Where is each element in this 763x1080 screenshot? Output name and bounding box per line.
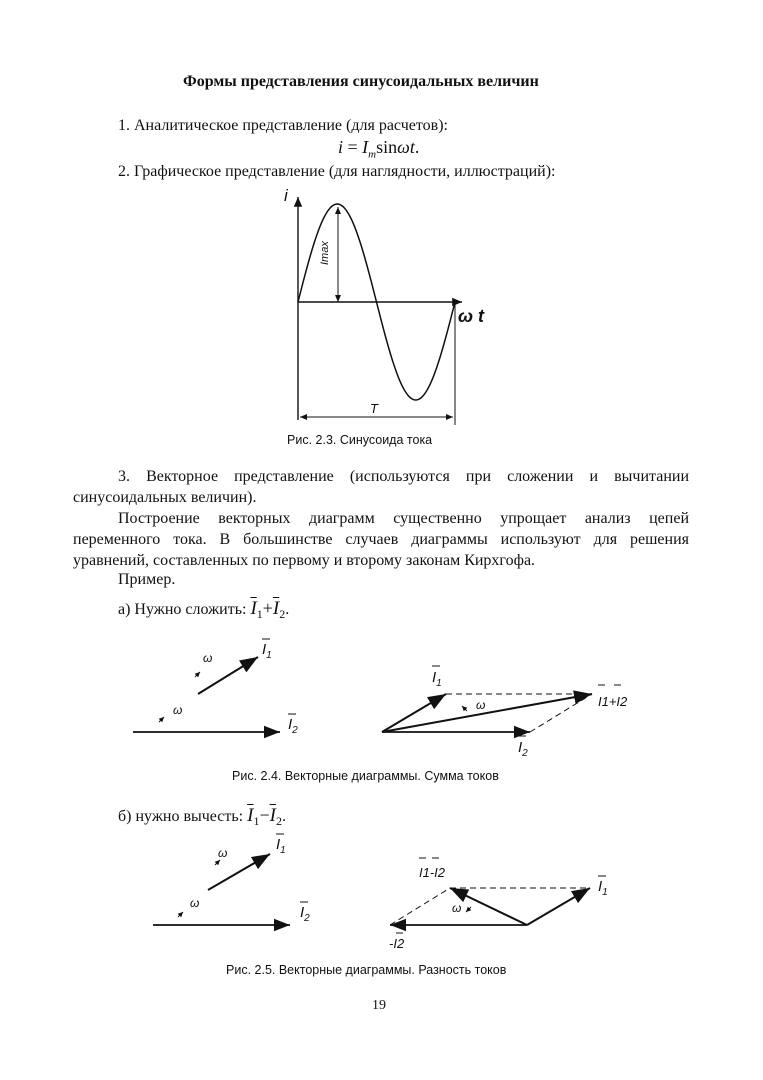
I2-label: $I_2$ xyxy=(288,716,298,736)
sum-label: I1+I2 xyxy=(598,694,628,709)
diff-I2: $\overline{I}$ xyxy=(269,805,276,826)
I1-label-right: $I_1$ xyxy=(598,878,608,898)
I1-label: $I_1$ xyxy=(276,836,286,856)
rotation-arrow-diff xyxy=(466,907,471,912)
item-vector: 3. Векторное представление (используются при сложении и вычитании синусоидальных величин). xyxy=(73,468,689,506)
diff-op: − xyxy=(259,805,270,825)
sum-end: . xyxy=(285,601,290,618)
diff-task xyxy=(118,805,286,829)
page-number: 19 xyxy=(372,998,386,1013)
omega-label-I1: ω xyxy=(203,651,213,665)
sum-task-label: а) Нужно сложить: xyxy=(118,601,251,618)
vector-sum-figure xyxy=(120,630,640,770)
vector-diff-figure xyxy=(140,835,640,965)
caption-fig-2-3: Рис. 2.3. Синусоида тока xyxy=(287,433,433,447)
omega-label-I2: ω xyxy=(190,896,200,910)
sum-task xyxy=(118,598,289,622)
rotation-arrow-I1 xyxy=(195,672,200,677)
omega-label-sum: ω xyxy=(476,698,486,712)
neg-I2-label: -I2 xyxy=(389,936,405,951)
vector-diff xyxy=(450,888,527,925)
diff-end: . xyxy=(281,808,286,825)
I2-label: $I_2$ xyxy=(300,904,310,924)
diff-I2-sub: 2 xyxy=(275,814,282,829)
omega-label-I2: ω xyxy=(173,703,183,717)
omega-label-I1: ω xyxy=(218,846,228,860)
sinusoid-figure xyxy=(270,185,500,430)
x-axis-label: ω t xyxy=(458,306,485,326)
omega-label-diff: ω xyxy=(452,901,462,915)
formula-sin: sin xyxy=(376,137,398,157)
item-analytic: 1. Аналитическое представление (для расчетов): xyxy=(118,117,448,134)
I2-label-right: $I_2$ xyxy=(518,739,528,759)
diff-I1-sub: 1 xyxy=(253,814,260,829)
caption-fig-2-4: Рис. 2.4. Векторные диаграммы. Сумма токов xyxy=(232,769,499,783)
sum-I2: $\overline{I}$ xyxy=(272,598,280,619)
dashed-left xyxy=(390,888,450,925)
formula-eq: = xyxy=(343,137,363,157)
y-axis-label: i xyxy=(284,186,288,205)
paragraph-vector-diagrams: Построение векторных диаграмм существенно упрощает анализ цепей переменного тока. В большинстве случаев диаграммы используют для решения уравнений, составленных по первому и второму законам Кирхгофа. xyxy=(73,510,689,569)
I1-label: $I_1$ xyxy=(262,641,272,661)
sum-I2-sub: 2 xyxy=(279,607,286,622)
diff-task-label: б) нужно вычесть: xyxy=(118,808,248,825)
vector-I1-right xyxy=(527,888,590,925)
page-title: Формы представления синусоидальных величин xyxy=(183,73,539,90)
rotation-arrow-I2 xyxy=(178,912,183,917)
sum-op: + xyxy=(262,598,273,618)
sum-I1: $\overline{I}$ xyxy=(250,598,257,619)
formula-omega-t: ωt xyxy=(397,137,415,157)
formula-I: I xyxy=(362,137,369,157)
example-label: Пример. xyxy=(118,571,176,588)
diff-label: I1-I2 xyxy=(419,865,446,880)
formula-sub-m: m xyxy=(368,148,377,161)
rotation-arrow-sum xyxy=(462,706,467,711)
formula-i: i xyxy=(338,137,344,157)
item-graphic: 2. Графическое представление (для наглядности, иллюстраций): xyxy=(118,163,556,180)
rotation-arrow-I2 xyxy=(159,717,164,722)
amplitude-label: Imax xyxy=(319,241,331,265)
rotation-arrow-I1 xyxy=(215,860,220,865)
I1-label-right: $I_1$ xyxy=(432,669,442,689)
formula-dot: . xyxy=(414,137,420,157)
caption-fig-2-5: Рис. 2.5. Векторные диаграммы. Разность токов xyxy=(226,963,507,977)
period-label: T xyxy=(370,401,378,416)
formula-sinusoid xyxy=(338,137,419,161)
sum-I1-sub: 1 xyxy=(256,607,263,622)
diff-I1: $\overline{I}$ xyxy=(247,805,254,826)
